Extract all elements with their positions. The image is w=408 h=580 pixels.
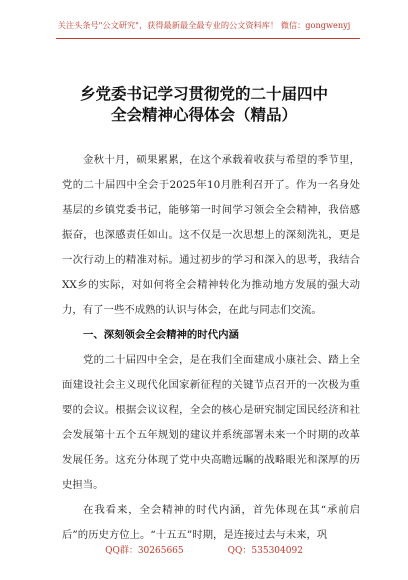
footer-qq-group: QQ群：30265665 [105,546,184,556]
banner-divider [56,38,360,39]
paragraph-intro: 金秋十月，硕果累累，在这个承载着收获与希望的季节里，党的二十届四中全会于2025年10月胜利召开了。作为一名身处基层的乡镇党委书记，能够第一时间学习领会全会精神，我倍感振奋，也深感责任如山。这不仅是一次思想上的深刻洗礼，更是一次行动上的精准对标。通过初步的学习和深入的思考，我结合XX乡的实际，对如何将全会精神转化为推动地方发展的强大动力，有了一些不成熟的认识与体会，在此与同志们交流。 [62,154,360,316]
page-footer [0,543,408,556]
paragraph-meeting: 党的二十届四中全会，是在我们全面建成小康社会、踏上全面建设社会主义现代化国家新征程的关键节点召开的一次极为重要的会议。根据会议议程，全会的核心是研究制定国民经济和社会发展第十五个五年规划的建议并系统部署未来一个时期的改革发展任务。这充分体现了党中央高瞻远瞩的战略眼光和深厚的历史担当。 [62,354,360,491]
document-title [0,83,408,125]
title-line-2: 全会精神心得体会（精品） [110,105,297,124]
section-heading: 一、深刻领会全会精神的时代内涵 [83,329,239,341]
promo-banner: 关注头条号"公文研究"，获得最新最全最专业的公文资料库！ 微信：gongwenyj [57,20,351,30]
title-line-1: 乡党委书记学习贯彻党的二十届四中 [79,84,328,103]
document-body [62,148,360,548]
footer-qq: QQ：535304092 [227,546,303,556]
paragraph-view: 在我看来，全会精神的时代内涵，首先体现在其“承前启后”的历史方位上。“十五五”时期，是连接过去与未来，巩 [62,504,360,541]
